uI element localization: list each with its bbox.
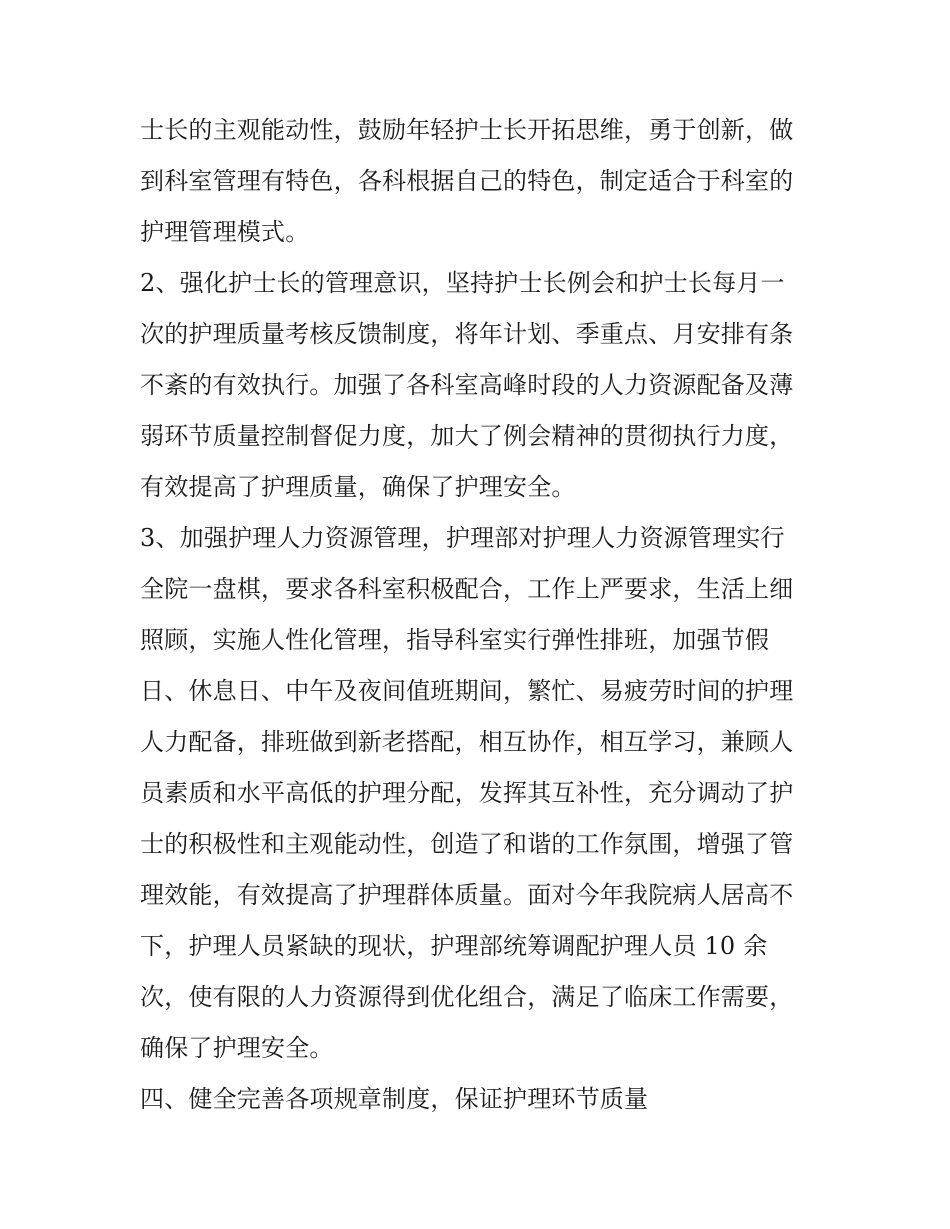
text-line-2: 到科室管理有特色，各科根据自己的特色，制定适合于科室的 <box>140 167 794 195</box>
text-line-13: 人力配备，排班做到新老搭配，相互协作，相互学习，兼顾人 <box>140 728 794 756</box>
text-line-16: 理效能，有效提高了护理群体质量。面对今年我院病人居高不 <box>140 881 794 909</box>
text-line-14: 员素质和水平高低的护理分配，发挥其互补性，充分调动了护 <box>140 779 794 807</box>
text-line-10: 全院一盘棋，要求各科室积极配合，工作上严要求，生活上细 <box>140 575 794 603</box>
text-line-4: 2、强化护士长的管理意识，坚持护士长例会和护士长每月一 <box>140 269 785 297</box>
text-line-15: 士的积极性和主观能动性，创造了和谐的工作氛围，增强了管 <box>140 830 794 858</box>
text-line-12: 日、休息日、中午及夜间值班期间，繁忙、易疲劳时间的护理 <box>140 677 794 705</box>
text-line-11: 照顾，实施人性化管理，指导科室实行弹性排班，加强节假 <box>140 626 770 654</box>
text-line-6: 不紊的有效执行。加强了各科室高峰时段的人力资源配备及薄 <box>140 371 794 399</box>
text-line-3: 护理管理模式。 <box>140 218 310 246</box>
text-line-7: 弱环节质量控制督促力度，加大了例会精神的贯彻执行力度， <box>140 422 794 450</box>
section-heading: 四、健全完善各项规章制度，保证护理环节质量 <box>140 1085 649 1113</box>
text-line-1: 士长的主观能动性，鼓励年轻护士长开拓思维，勇于创新，做 <box>140 116 794 144</box>
text-line-5: 次的护理质量考核反馈制度，将年计划、季重点、月安排有条 <box>140 320 794 348</box>
text-line-19: 确保了护理安全。 <box>140 1034 334 1062</box>
text-line-8: 有效提高了护理质量，确保了护理安全。 <box>140 473 576 501</box>
text-line-18: 次，使有限的人力资源得到优化组合，满足了临床工作需要， <box>140 983 794 1011</box>
text-line-17: 下，护理人员紧缺的现状，护理部统筹调配护理人员 10 余 <box>140 932 768 960</box>
text-line-9: 3、加强护理人力资源管理，护理部对护理人力资源管理实行 <box>140 524 785 552</box>
